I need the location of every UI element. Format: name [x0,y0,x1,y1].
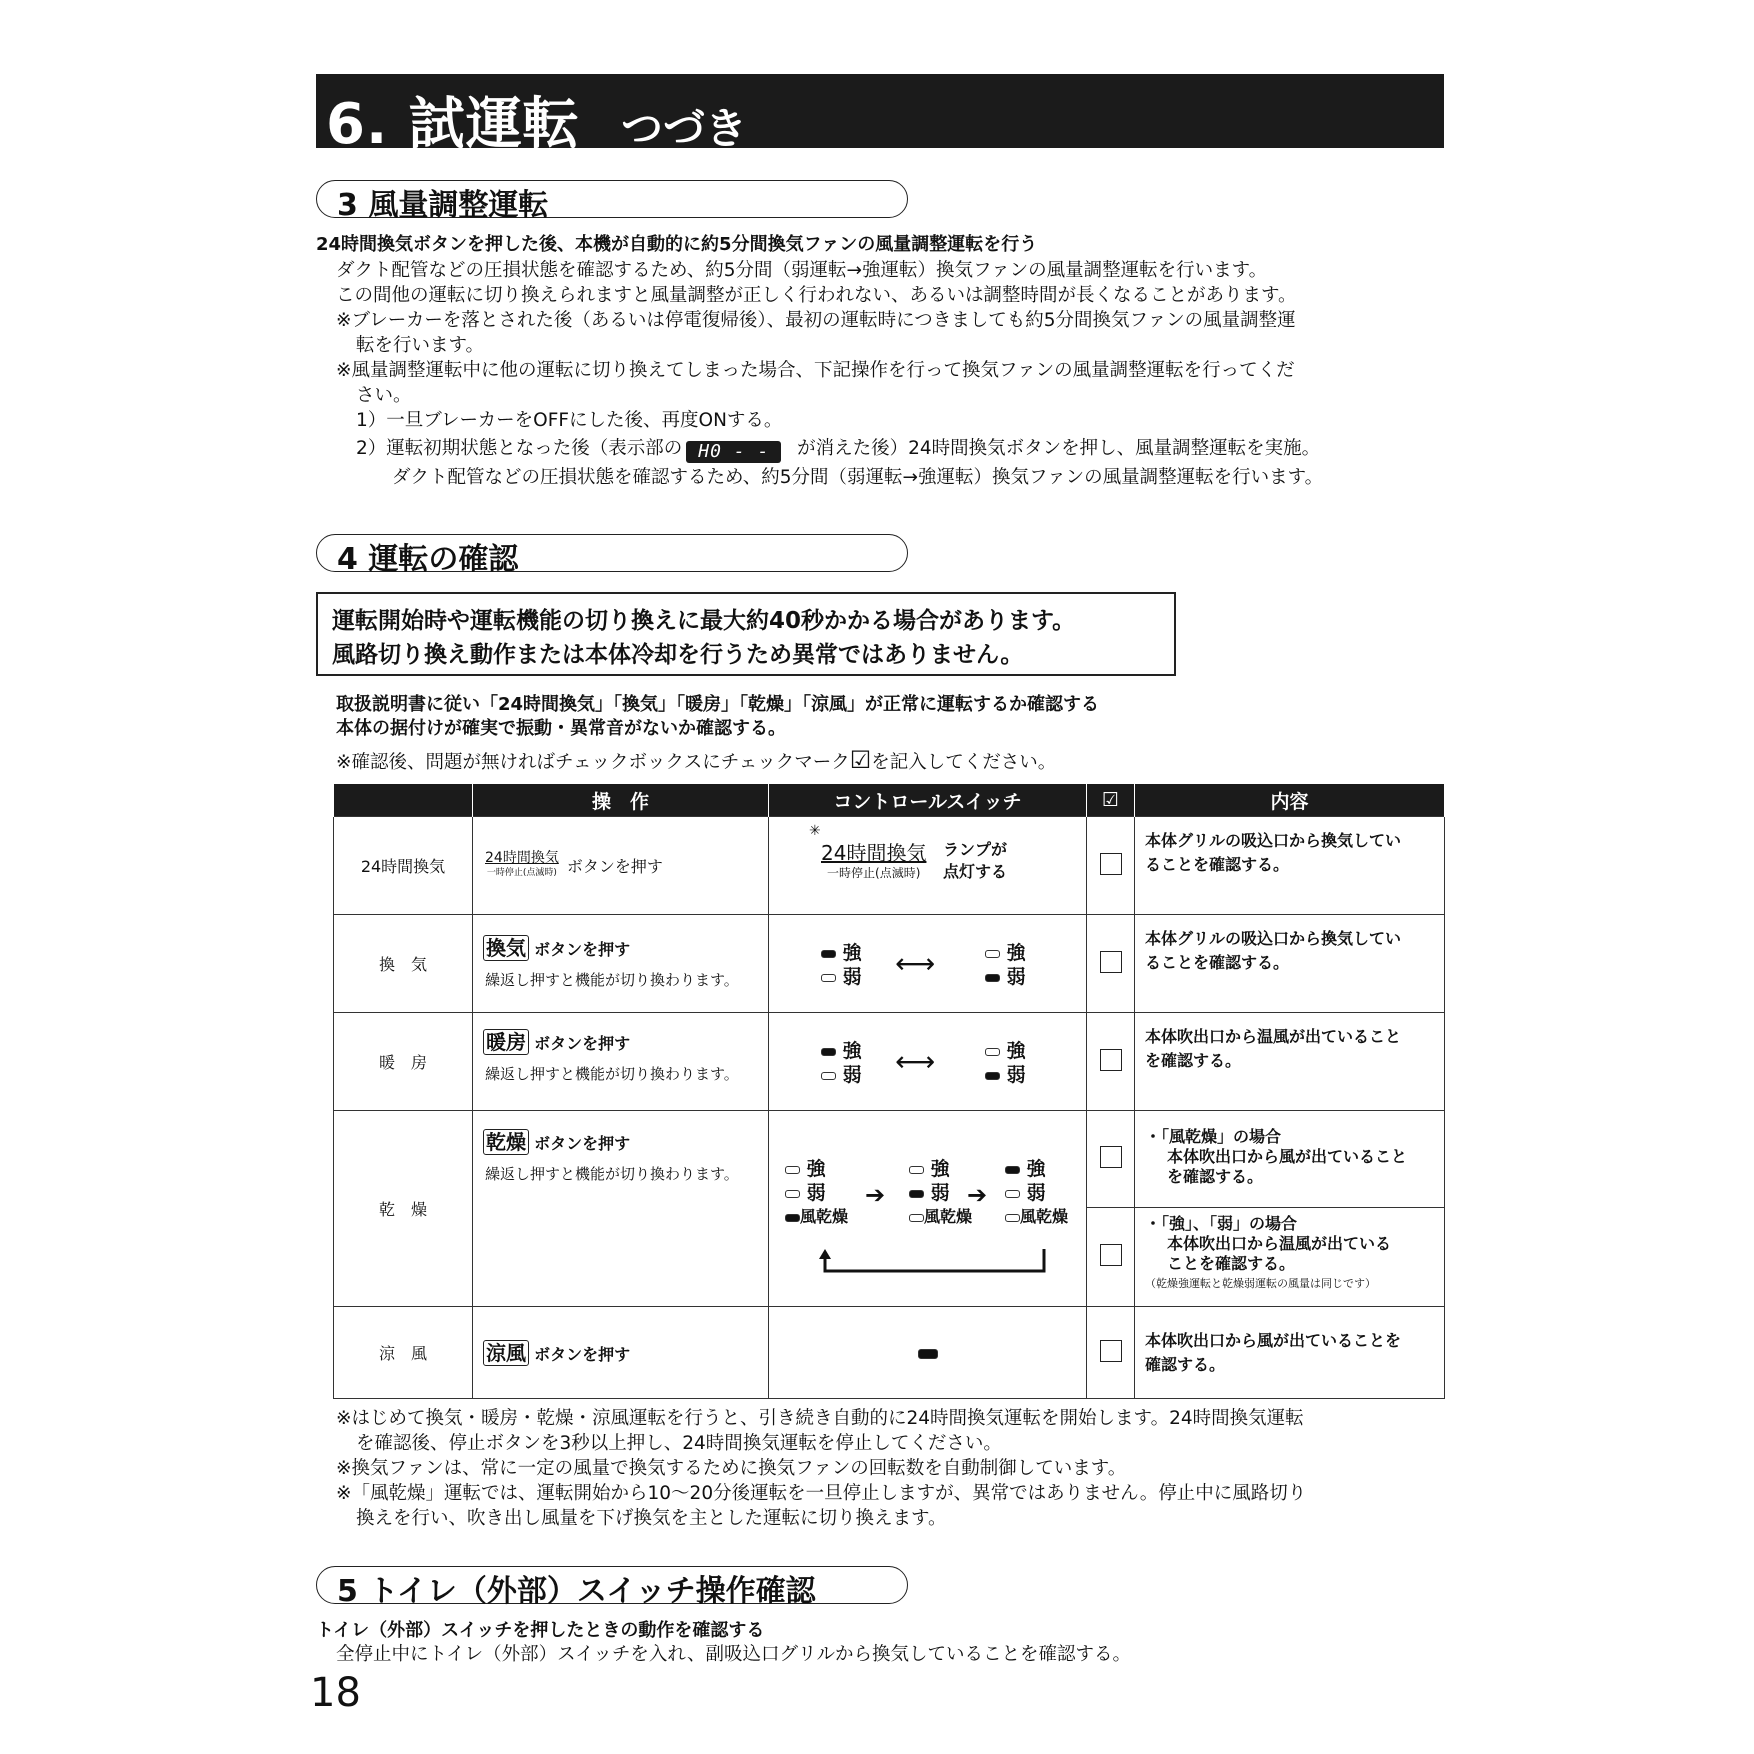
checkbox-coolwind[interactable] [1087,1307,1135,1399]
mode-coolwind: 涼 風 [334,1307,473,1399]
check-note: ※確認後、問題が無ければチェックボックスにチェックマーク☑を記入してください。 [336,746,1057,774]
ctrl-ventilation: 強 弱 ⟷ 強 弱 [769,915,1087,1013]
sec5-heading: 5 トイレ（外部）スイッチ操作確認 [337,1574,816,1609]
desc-24h: 本体グリルの吸込口から換気してい ることを確認する。 [1135,817,1445,915]
double-arrow-icon: ⟷ [895,1045,936,1078]
th-content: 内容 [1135,784,1445,817]
op-ventilation: 換気 ボタンを押す 繰返し押すと機能が切り換わります。 [473,915,769,1013]
mode-ventilation: 換 気 [334,915,473,1013]
lamp-icon [918,1349,938,1359]
sec3-step2: 2）運転初期状態となった後（表示部の H0 - - が消えた後）24時間換気ボタンを押し、風量調整運転を実施。 [356,438,1321,462]
checkmark-icon: ☑ [849,746,872,774]
th-control: コントロールスイッチ [769,784,1087,817]
caution-box [316,592,1176,676]
table-row [334,1013,1445,1111]
sec4-lead2: 本体の据付けが確実で振動・異常音がないか確認する。 [336,718,786,739]
sec3-p2: この間他の運転に切り換えられますと風量調整が正しく行われない、あるいは調整時間が長くなることがあります。 [336,285,1297,306]
footnote2: ※換気ファンは、常に一定の風量で換気するために換気ファンの回転数を自動制御しています。 [336,1458,1127,1479]
sec4-lead1: 取扱説明書に従い「24時間換気」「換気」「暖房」「乾燥」「涼風」が正常に運転するか確認する [336,694,1100,715]
footnote3a: ※「風乾燥」運転では、運転開始から10〜20分後運転を一旦停止しますが、異常ではありません。停止中に風路切り [336,1483,1307,1504]
ctrl-heating: 強 弱 ⟷ 強 弱 [769,1013,1087,1111]
sec3-step1: 1）一旦ブレーカーをOFFにした後、再度ONする。 [356,410,783,431]
checkbox-ventilation[interactable] [1087,915,1135,1013]
op-coolwind: 涼風 ボタンを押す [473,1307,769,1399]
op-drying: 乾燥 ボタンを押す 繰返し押すと機能が切り換わります。 [473,1111,769,1307]
lamp-ray-icon: ✳ [809,823,821,839]
op-heating: 暖房 ボタンを押す 繰返し押すと機能が切り換わります。 [473,1013,769,1111]
lcd-display: H0 - - [686,441,781,463]
operation-table [333,784,1445,1399]
th-check: ☑ [1087,784,1135,817]
ctrl-coolwind [769,1307,1087,1399]
footnote3b: 換えを行い、吹き出し風量を下げ換気を主とした運転に切り換えます。 [356,1508,947,1529]
th-operation: 操 作 [473,784,769,817]
mode-heating: 暖 房 [334,1013,473,1111]
mode-24h: 24時間換気 [334,817,473,915]
desc-ventilation: 本体グリルの吸込口から換気してい ることを確認する。 [1135,915,1445,1013]
table-row [334,1111,1445,1208]
sec5-heading-box [316,1566,908,1609]
desc-coolwind: 本体吹出口から風が出ていることを 確認する。 [1135,1307,1445,1399]
sec3-heading: 3 風量調整運転 [337,188,549,223]
sec3-note2b: さい。 [356,385,412,406]
desc-drying-strong-weak: ・「強」、「弱」の場合 本体吹出口から温風が出ている ことを確認する。 （乾燥強運転と乾燥弱運転の風量は同じです） [1135,1208,1445,1307]
sec3-note1b: 転を行います。 [356,335,485,356]
footnote1b: を確認後、停止ボタンを3秒以上押し、24時間換気運転を停止してください。 [356,1433,1002,1454]
checkbox-drying-wind[interactable] [1087,1111,1135,1208]
sec3-heading-box [316,180,908,223]
table-row [334,1307,1445,1399]
desc-heating: 本体吹出口から温風が出ていること を確認する。 [1135,1013,1445,1111]
table-row [334,915,1445,1013]
sec5-lead: トイレ（外部）スイッチを押したときの動作を確認する [316,1620,765,1641]
section-title: 6. 試運転 [326,92,580,157]
sec4-heading: 4 運転の確認 [337,542,519,577]
arrow-right-icon: ➔ [865,1181,886,1209]
op-24h: 24時間換気 一時停止(点滅時) ボタンを押す [473,817,769,915]
section-subtitle: つづき [621,104,748,153]
checkbox-drying-strong-weak[interactable] [1087,1208,1135,1307]
sec3-step2b: ダクト配管などの圧損状態を確認するため、約5分間（弱運転→強運転）換気ファンの風量調整運転を行います。 [392,467,1324,488]
desc-drying-wind: ・「風乾燥」の場合 本体吹出口から風が出ていること を確認する。 [1135,1111,1445,1208]
th-mode [334,784,473,817]
sec3-note1a: ※ブレーカーを落とされた後（あるいは停電復帰後）、最初の運転時につきましても約5分間換気ファンの風量調整運 [336,310,1296,331]
sec5-p1: 全停止中にトイレ（外部）スイッチを入れ、副吸込口グリルから換気していることを確認する。 [336,1644,1131,1665]
mode-drying: 乾 燥 [334,1111,473,1307]
footnote1a: ※はじめて換気・暖房・乾燥・涼風運転を行うと、引き続き自動的に24時間換気運転を開始します。24時間換気運転 [336,1408,1304,1429]
arrow-right-icon: ➔ [967,1181,988,1209]
caution-line2: 風路切り換え動作または本体冷却を行うため異常ではありません。 [332,642,1024,668]
ctrl-drying: 強 弱 風乾燥 ➔ 強 弱 風乾燥 ➔ 強 弱 風乾燥 [769,1111,1087,1307]
caution-line1: 運転開始時や運転機能の切り換えに最大約40秒かかる場合があります。 [332,608,1076,634]
page-number: 18 [310,1670,361,1716]
title-bar [316,74,1444,157]
table-row [334,817,1445,915]
checkbox-heating[interactable] [1087,1013,1135,1111]
sec3-lead: 24時間換気ボタンを押した後、本機が自動的に約5分間換気ファンの風量調整運転を行う [316,234,1038,255]
sec3-p1: ダクト配管などの圧損状態を確認するため、約5分間（弱運転→強運転）換気ファンの風量調整運転を行います。 [336,260,1268,281]
checkbox-24h[interactable] [1087,817,1135,915]
loop-arrow-icon [819,1247,1049,1277]
double-arrow-icon: ⟷ [895,947,936,980]
sec4-heading-box [316,534,908,577]
ctrl-24h: ✳ 24時間換気 一時停止(点滅時) ランプが 点灯する [769,817,1087,915]
sec3-note2a: ※風量調整運転中に他の運転に切り換えてしまった場合、下記操作を行って換気ファンの風量調整運転を行ってくだ [336,360,1295,381]
